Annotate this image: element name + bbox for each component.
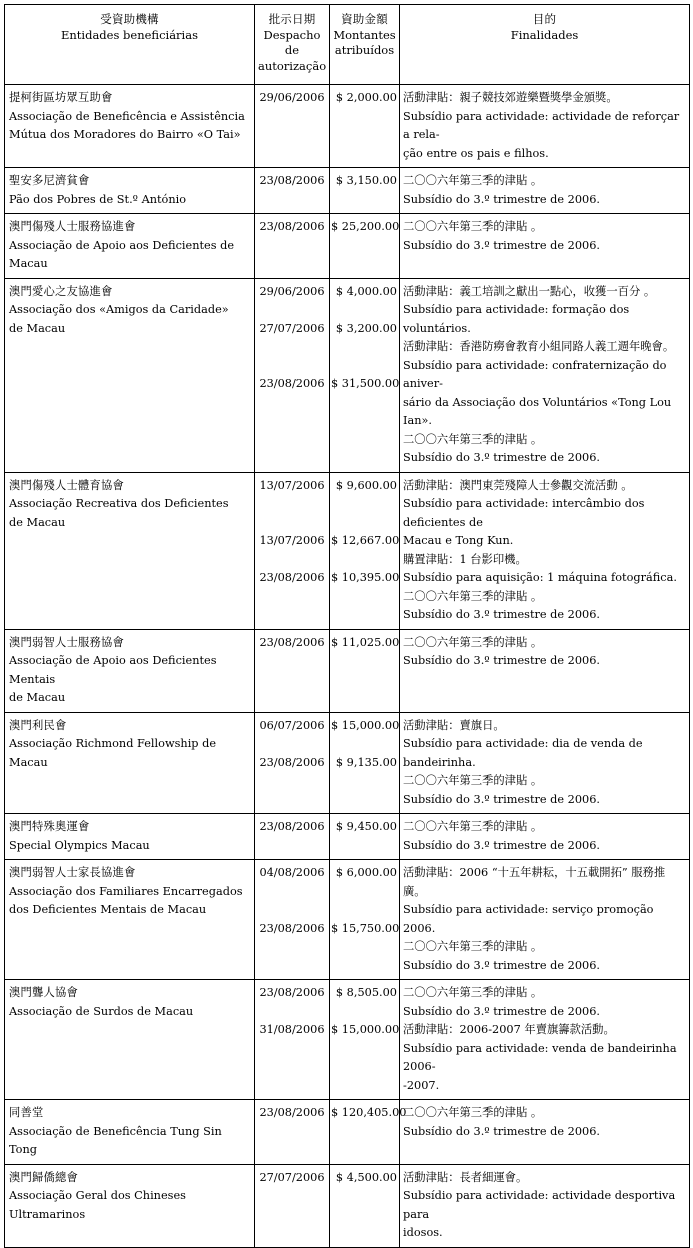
authorization-date: 23/08/2006 (259, 571, 325, 584)
header-amount (330, 5, 400, 85)
date-cell (255, 860, 330, 980)
purpose-line: Subsídio do 3.º trimestre de 2006. (403, 1004, 601, 1018)
header-text: 資助金額 (341, 12, 388, 26)
grant-amount: $ 120,405.00 (331, 1106, 407, 1119)
header-authorization-date (255, 5, 330, 85)
purpose-line: Subsídio do 3.º trimestre de 2006. (403, 958, 601, 972)
beneficiary-name-pt: Associação de Beneficência e Assistência (9, 109, 245, 123)
grant-amount: $ 10,395.00 (331, 571, 400, 584)
purpose-line: 二〇〇六年第三季的津貼 。 (403, 589, 543, 603)
header-text: Entidades beneficiárias (60, 27, 198, 42)
beneficiary-cell (5, 860, 255, 980)
amount-cell (330, 1100, 407, 1165)
amount-cell (330, 980, 400, 1100)
purpose-cell (400, 168, 690, 214)
purpose-line: sário da Associação dos Voluntários «Tong Lou Ian». (403, 395, 672, 427)
authorization-date: 23/08/2006 (259, 220, 325, 233)
authorization-date: 27/07/2006 (259, 321, 325, 335)
authorization-date: 31/08/2006 (259, 1023, 325, 1036)
table-row (5, 980, 690, 1100)
authorization-date: 23/08/2006 (259, 1106, 325, 1119)
authorization-date: 23/08/2006 (259, 755, 325, 769)
authorization-date: 23/08/2006 (259, 986, 325, 999)
beneficiary-name-pt: de Macau (9, 691, 66, 704)
beneficiary-name-pt: de Macau (9, 321, 66, 335)
grant-amount: $ 4,500.00 (335, 1170, 397, 1184)
grant-amount: $ 31,500.00 (331, 377, 400, 390)
purpose-line: 活動津貼：長者細運會。 (403, 1170, 528, 1184)
table-row (5, 1164, 690, 1247)
date-cell (255, 278, 330, 472)
date-cell (255, 85, 330, 168)
beneficiary-cell (5, 85, 255, 168)
beneficiary-cell (5, 278, 255, 472)
beneficiary-name-zh: 澳門聾人協會 (9, 986, 78, 999)
amount-cell (330, 860, 400, 980)
grants-table (4, 4, 690, 1248)
grant-amount: $ 11,025.00 (331, 635, 400, 649)
purpose-cell (400, 814, 690, 860)
amount-cell (330, 814, 400, 860)
purpose-line: 二〇〇六年第三季的津貼 。 (403, 940, 543, 953)
purpose-line: Subsídio do 3.º trimestre de 2006. (403, 238, 601, 252)
table-row (5, 214, 690, 279)
header-purpose (400, 5, 690, 85)
table-row (5, 472, 690, 629)
purpose-cell (400, 1164, 690, 1247)
table-body (5, 85, 690, 1248)
grant-amount: $ 9,600.00 (335, 478, 397, 492)
beneficiary-cell (5, 1164, 255, 1247)
beneficiary-name-pt: Associação de Surdos de Macau (9, 1004, 194, 1018)
grant-amount: $ 15,000.00 (331, 718, 400, 732)
date-cell (255, 168, 330, 214)
grant-amount: $ 4,000.00 (335, 284, 397, 298)
date-cell (255, 1100, 330, 1165)
purpose-line: 購置津貼：1 台影印機。 (403, 552, 527, 566)
purpose-line: 活動津貼：2006-2007 年賣旗籌款活動。 (403, 1023, 615, 1036)
purpose-line: 二〇〇六年第三季的津貼 。 (403, 986, 543, 999)
table-row (5, 85, 690, 168)
purpose-line: 活動津貼：義工培訓之獻出一點心，收獲一百分 。 (403, 284, 656, 298)
purpose-cell (400, 214, 690, 279)
table-row (5, 814, 690, 860)
purpose-line: Subsídio do 3.º trimestre de 2006. (403, 608, 601, 621)
authorization-date: 04/08/2006 (259, 866, 325, 879)
beneficiary-name-zh: 澳門傷殘人士體育協會 (9, 478, 124, 492)
beneficiary-cell (5, 629, 255, 712)
purpose-line: Subsídio para actividade: intercâmbio dos deficientes de (403, 497, 645, 529)
beneficiary-name-zh: 同善堂 (9, 1106, 44, 1119)
purpose-line: 二〇〇六年第三季的津貼 。 (403, 635, 543, 649)
beneficiary-name-pt: Associação Geral dos Chineses Ultramarinos (9, 1189, 186, 1221)
beneficiary-name-zh: 澳門傷殘人士服務協進會 (9, 220, 136, 233)
beneficiary-name-zh: 澳門歸僑總會 (9, 1170, 78, 1184)
beneficiary-name-zh: 澳門弱智人士服務協會 (9, 635, 124, 649)
header-text: atribuídos (334, 43, 395, 57)
purpose-cell (400, 85, 690, 168)
grant-amount: $ 9,450.00 (335, 820, 397, 833)
purpose-line: 二〇〇六年第三季的津貼 。 (403, 820, 543, 833)
table-header-row (5, 5, 690, 85)
beneficiary-cell (5, 214, 255, 279)
purpose-cell (400, 629, 690, 712)
authorization-date: 06/07/2006 (259, 718, 325, 732)
header-text: Finalidades (510, 27, 579, 42)
grant-amount: $ 12,667.00 (331, 534, 400, 547)
authorization-date: 23/08/2006 (259, 377, 325, 390)
amount-cell (330, 712, 400, 814)
purpose-line: Subsídio para actividade: actividade de reforçar a rela- (403, 109, 680, 141)
authorization-date: 13/07/2006 (259, 534, 325, 547)
beneficiary-name-zh: 澳門特殊奧運會 (9, 820, 90, 833)
date-cell (255, 712, 330, 814)
purpose-line: -2007. (403, 1078, 440, 1092)
beneficiary-name-pt: Associação Recreativa dos Deficientes (9, 497, 229, 510)
purpose-cell (400, 1100, 690, 1165)
grant-amount: $ 15,000.00 (331, 1023, 400, 1036)
beneficiary-name-zh: 澳門利民會 (9, 718, 67, 732)
purpose-line: 二〇〇六年第三季的津貼 。 (403, 174, 543, 187)
amount-cell (330, 278, 400, 472)
purpose-line: Subsídio do 3.º trimestre de 2006. (403, 192, 601, 206)
purpose-line: Subsídio do 3.º trimestre de 2006. (403, 451, 601, 464)
beneficiary-name-pt: dos Deficientes Mentais de Macau (9, 903, 207, 916)
purpose-line: ção entre os pais e filhos. (403, 146, 549, 160)
grant-amount: $ 15,750.00 (331, 921, 400, 935)
purpose-line: 二〇〇六年第三季的津貼 。 (403, 432, 543, 446)
amount-cell (330, 168, 400, 214)
purpose-line: Subsídio para actividade: dia de venda de bandeirinha. (403, 737, 643, 769)
purpose-cell (400, 278, 690, 472)
beneficiary-name-zh: 提柯街區坊眾互助會 (9, 91, 113, 104)
purpose-line: 活動津貼：賣旗日。 (403, 718, 505, 732)
date-cell (255, 814, 330, 860)
amount-cell (330, 1164, 400, 1247)
purpose-cell (400, 712, 690, 814)
beneficiary-name-pt: Associação de Apoio aos Deficientes de Macau (9, 238, 235, 270)
purpose-line: Subsídio para actividade: actividade desportiva para (403, 1189, 676, 1221)
authorization-date: 13/07/2006 (259, 478, 325, 492)
purpose-line: Subsídio do 3.º trimestre de 2006. (403, 838, 601, 852)
purpose-line: idosos. (403, 1226, 443, 1239)
beneficiary-name-pt: de Macau (9, 515, 66, 529)
date-cell (255, 472, 330, 629)
purpose-line: 二〇〇六年第三季的津貼 。 (403, 220, 543, 233)
purpose-line: 活動津貼：澳門東莞殘障人士參觀交流活動 。 (403, 478, 633, 492)
beneficiary-cell (5, 1100, 255, 1165)
purpose-line: Subsídio para aquisição: 1 máquina fotográfica. (403, 571, 677, 584)
beneficiary-name-pt: Associação de Beneficência Tung Sin Tong (9, 1124, 222, 1156)
purpose-line: Subsídio para actividade: formação dos voluntários. (403, 303, 630, 335)
header-text: 受資助機構 (100, 12, 159, 26)
table-row (5, 860, 690, 980)
beneficiary-cell (5, 814, 255, 860)
amount-cell (330, 85, 400, 168)
purpose-cell (400, 860, 690, 980)
beneficiary-name-pt: Associação de Apoio aos Deficientes Mentais (9, 654, 217, 686)
header-text: autorização (258, 58, 327, 73)
beneficiary-cell (5, 168, 255, 214)
purpose-line: 二〇〇六年第三季的津貼 。 (403, 1106, 543, 1119)
purpose-cell (400, 472, 690, 629)
beneficiary-cell (5, 980, 255, 1100)
purpose-line: 活動津貼：親子競技郊遊樂暨獎學金頒獎。 (403, 91, 618, 104)
header-text: Montantes (333, 27, 396, 42)
date-cell (255, 629, 330, 712)
header-text: 目的 (532, 12, 557, 26)
authorization-date: 29/06/2006 (259, 284, 325, 298)
date-cell (255, 980, 330, 1100)
grant-amount: $ 6,000.00 (335, 866, 397, 879)
authorization-date: 27/07/2006 (259, 1170, 325, 1184)
beneficiary-name-pt: Associação dos «Amigos da Caridade» (9, 303, 229, 316)
table-row (5, 629, 690, 712)
date-cell (255, 1164, 330, 1247)
beneficiary-name-pt: Associação dos Familiares Encarregados (9, 884, 243, 898)
beneficiary-name-pt: Associação Richmond Fellowship de Macau (9, 737, 217, 769)
purpose-line: Subsídio para actividade: confraternização do aniver- (403, 358, 667, 390)
header-text: 批示日期 (268, 12, 316, 26)
grant-amount: $ 9,135.00 (335, 755, 397, 769)
authorization-date: 29/06/2006 (259, 91, 325, 104)
beneficiary-name-zh: 澳門愛心之友協進會 (9, 284, 113, 298)
authorization-date: 23/08/2006 (259, 635, 325, 649)
grant-amount: $ 3,200.00 (335, 321, 397, 335)
authorization-date: 23/08/2006 (259, 820, 325, 833)
beneficiary-name-pt: Pão dos Pobres de St.º António (9, 192, 187, 206)
grant-amount: $ 2,000.00 (335, 91, 397, 104)
table-row (5, 1100, 690, 1165)
beneficiary-cell (5, 472, 255, 629)
header-beneficiaries (5, 5, 255, 85)
beneficiary-name-zh: 聖安多尼濟貧會 (9, 174, 90, 187)
authorization-date: 23/08/2006 (259, 174, 325, 187)
purpose-line: 二〇〇六年第三季的津貼 。 (403, 774, 543, 787)
amount-cell (330, 214, 400, 279)
grant-amount: $ 3,150.00 (335, 174, 397, 187)
amount-cell (330, 629, 400, 712)
purpose-line: 活動津貼：2006 “十五年耕耘，十五載開拓” 服務推 (403, 866, 666, 879)
amount-cell (330, 472, 400, 629)
grant-amount: $ 8,505.00 (335, 986, 397, 999)
purpose-cell (400, 980, 690, 1100)
date-cell (255, 214, 330, 279)
header-text: Despacho de (263, 27, 321, 57)
beneficiary-name-pt: Special Olympics Macau (9, 838, 150, 852)
purpose-line: Subsídio para actividade: venda de bandeirinha 2006- (403, 1041, 677, 1073)
beneficiary-cell (5, 712, 255, 814)
grant-amount: $ 25,200.00 (331, 220, 400, 233)
table-row (5, 168, 690, 214)
beneficiary-name-pt: Mútua dos Moradores do Bairro «O Tai» (9, 128, 241, 141)
purpose-line: Subsídio do 3.º trimestre de 2006. (403, 792, 601, 806)
purpose-line: Subsídio para actividade: serviço promoção 2006. (403, 903, 654, 935)
purpose-line: Subsídio do 3.º trimestre de 2006. (403, 1124, 601, 1138)
purpose-line: Subsídio do 3.º trimestre de 2006. (403, 654, 601, 667)
purpose-line: 活動津貼：香港防癆會教育小組同路人義工週年晚會。 (403, 340, 675, 353)
table-row (5, 712, 690, 814)
authorization-date: 23/08/2006 (259, 921, 325, 935)
beneficiary-name-zh: 澳門弱智人士家長協進會 (9, 866, 136, 879)
purpose-line: 廣。 (403, 884, 426, 898)
purpose-line: Macau e Tong Kun. (403, 534, 514, 547)
table-row (5, 278, 690, 472)
